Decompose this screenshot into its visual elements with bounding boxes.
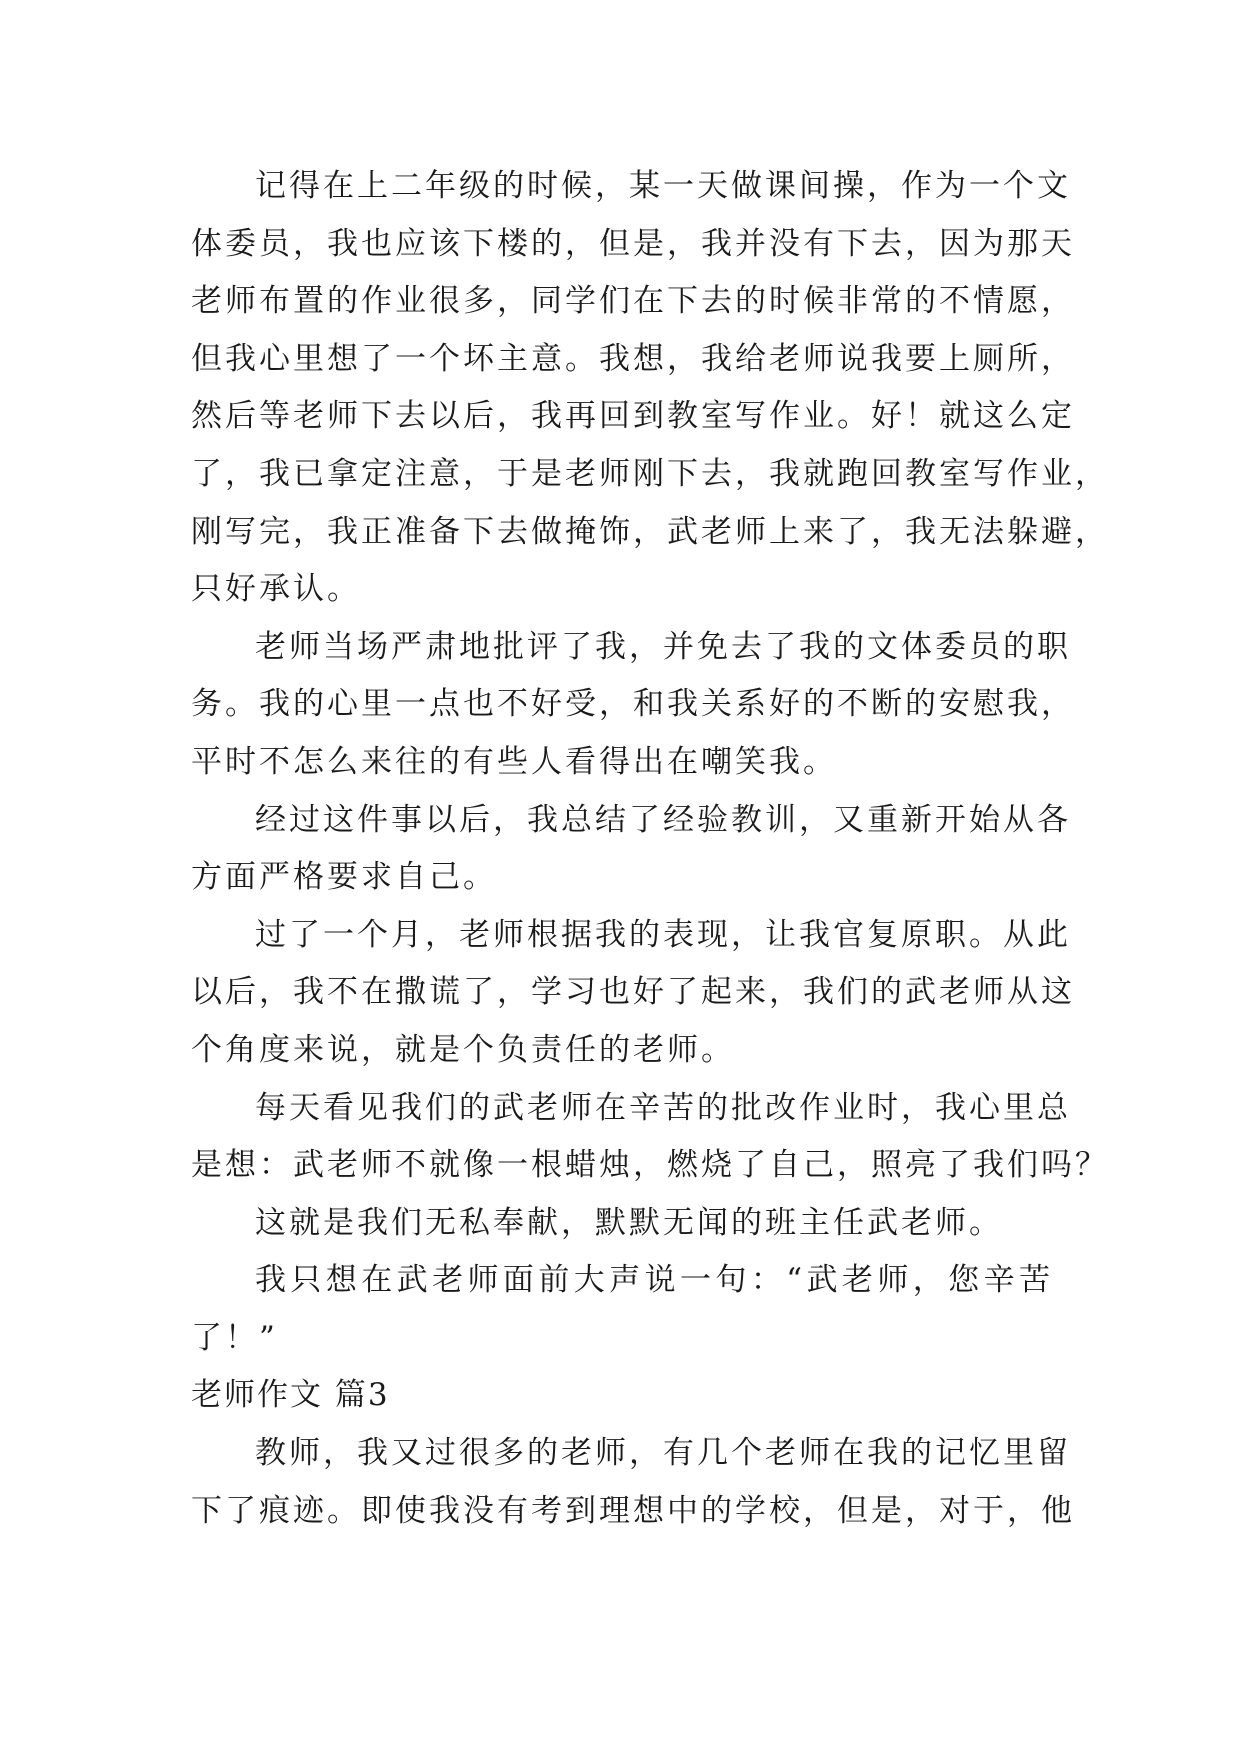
text-line: 老师布置的作业很多，同学们在下去的时候非常的不情愿， xyxy=(191,283,1075,320)
text-line: 务。我的心里一点也不好受，和我关系好的不断的安慰我， xyxy=(191,686,1075,723)
text-line: 只好承认。 xyxy=(191,571,361,608)
text-line: 是想：武老师不就像一根蜡烛，燃烧了自己，照亮了我们吗？ xyxy=(191,1147,1109,1184)
text-line: 老师当场严肃地批评了我，并免去了我的文体委员的职 xyxy=(255,628,1071,665)
text-line: 体委员，我也应该下楼的，但是，我并没有下去，因为那天 xyxy=(191,225,1075,262)
text-line: 教师，我又过很多的老师，有几个老师在我的记忆里留 xyxy=(255,1435,1071,1472)
text-line: 我只想在武老师面前大声说一句：“武老师，您辛苦 xyxy=(255,1262,1053,1299)
paragraph xyxy=(191,907,1075,1080)
text-line: 了！” xyxy=(191,1319,278,1356)
text-line: 方面严格要求自己。 xyxy=(191,859,497,896)
text-line: 个角度来说，就是个负责任的老师。 xyxy=(191,1031,735,1068)
section-heading: 老师作文 篇3 xyxy=(191,1377,390,1414)
text-line: 这就是我们无私奉献，默默无闻的班主任武老师。 xyxy=(255,1204,1003,1241)
text-line: 以后，我不在撒谎了，学习也好了起来，我们的武老师从这 xyxy=(191,974,1075,1011)
paragraph xyxy=(191,158,1109,619)
text-line: 经过这件事以后，我总结了经验教训，又重新开始从各 xyxy=(255,801,1071,838)
paragraph xyxy=(191,619,1075,792)
text-line: 刚写完，我正准备下去做掩饰，武老师上来了，我无法躲避， xyxy=(191,513,1109,550)
text-line: 每天看见我们的武老师在辛苦的批改作业时，我心里总 xyxy=(255,1089,1071,1126)
document-body xyxy=(191,158,1109,1540)
text-line: 记得在上二年级的时候，某一天做课间操，作为一个文 xyxy=(255,168,1071,204)
paragraph xyxy=(191,1080,1109,1195)
text-line: 平时不怎么来往的有些人看得出在嘲笑我。 xyxy=(191,743,837,780)
paragraph xyxy=(191,1425,1075,1540)
text-line: 了，我已拿定注意，于是老师刚下去，我就跑回教室写作业， xyxy=(191,455,1109,492)
paragraph xyxy=(191,792,1071,907)
paragraph xyxy=(191,1252,1053,1367)
paragraph xyxy=(191,1195,1053,1253)
text-line: 但我心里想了一个坏主意。我想，我给老师说我要上厕所， xyxy=(191,340,1075,377)
text-line: 下了痕迹。即使我没有考到理想中的学校，但是，对于，他 xyxy=(191,1492,1075,1529)
text-line: 然后等老师下去以后，我再回到教室写作业。好！就这么定 xyxy=(191,398,1075,435)
text-line: 过了一个月，老师根据我的表现，让我官复原职。从此 xyxy=(255,916,1071,953)
